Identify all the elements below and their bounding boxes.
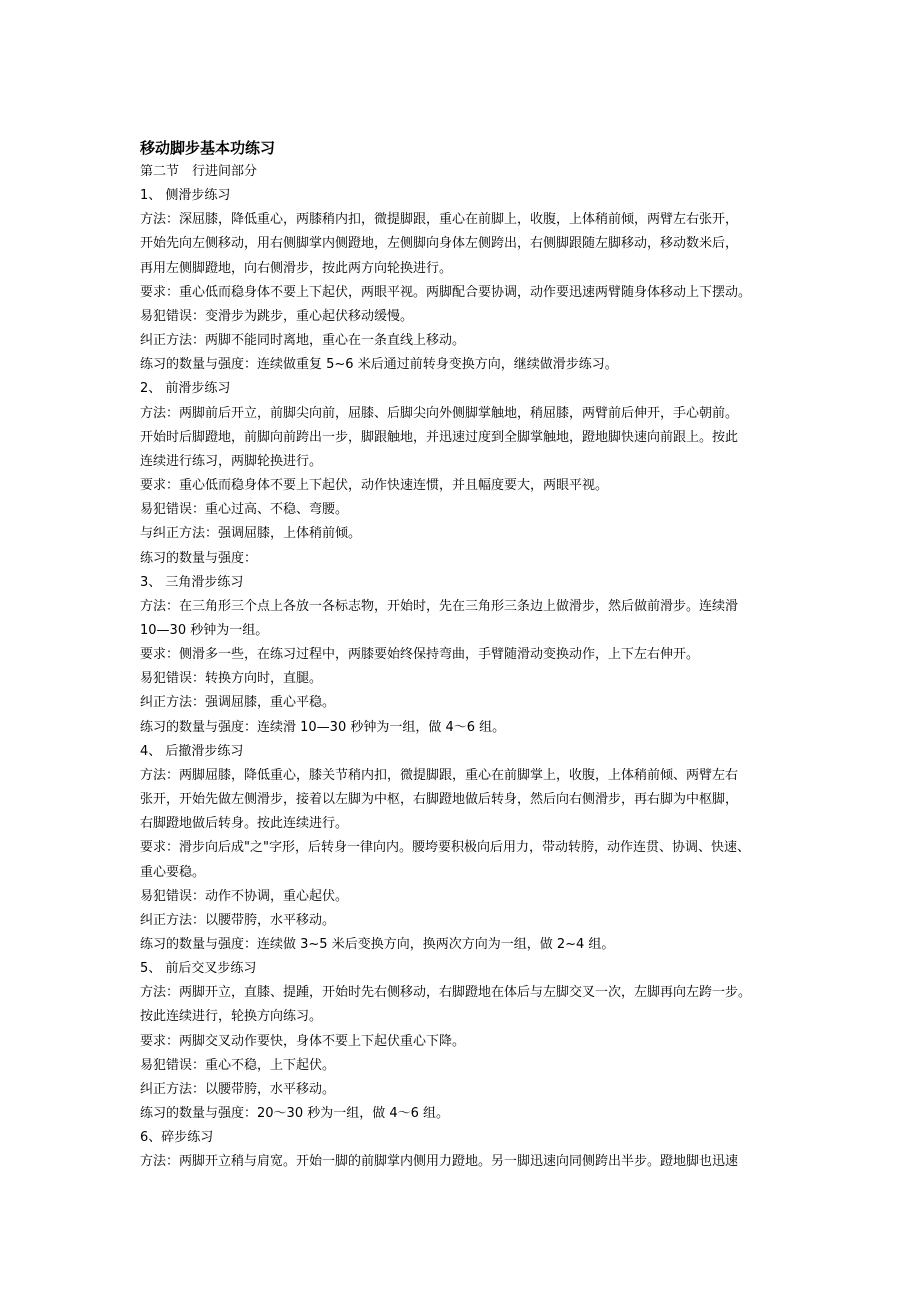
text-line: 右脚蹬地做后转身。按此连续进行。: [140, 816, 349, 832]
document-lines: [140, 160, 800, 1175]
text-line: 易犯错误：转换方向时，直腿。: [140, 671, 323, 687]
text-line: 练习的数量与强度：连续滑 10—30 秒钟为一组，做 4～6 组。: [140, 719, 506, 735]
text-line: 开始先向左侧移动，用右侧脚掌内侧蹬地，左侧脚向身体左侧跨出，右侧脚跟随左脚移动，移动数米后，: [140, 236, 739, 252]
text-line: 要求：重心低而稳身体不要上下起伏，动作快速连惯，并且幅度要大，两眼平视。: [140, 478, 609, 494]
text-line: 按此连续进行，轮换方向练习。: [140, 1009, 323, 1025]
text-line: 开始时后脚蹬地，前脚向前跨出一步，脚跟触地，并迅速过度到全脚掌触地，蹬地脚快速向前跟上。按此: [140, 429, 739, 445]
text-line: 练习的数量与强度：连续做 3~5 米后变换方向，换两次方向为一组，做 2~4 组。: [140, 937, 615, 952]
text-line: 方法：两脚开立稍与肩宽。开始一脚的前脚掌内侧用力蹬地。另一脚迅速向同侧跨出半步。蹬地脚也迅速: [140, 1154, 739, 1170]
text-line: 方法：两脚前后开立，前脚尖向前，屈膝、后脚尖向外侧脚掌触地，稍屈膝，两臂前后伸开，手心朝前。: [140, 405, 739, 421]
text-line: 连续进行练习，两脚轮换进行。: [140, 453, 323, 469]
text-line: 张开，开始先做左侧滑步，接着以左脚为中枢，右脚蹬地做后转身，然后向右侧滑步，再右脚为中枢脚，: [140, 792, 739, 808]
text-line: 练习的数量与强度：20～30 秒为一组，做 4～6 组。: [140, 1106, 450, 1122]
text-line: 1、 侧滑步练习: [140, 188, 231, 204]
text-line: 要求：滑步向后成"之"字形，后转身一律向内。腰垮要积极向后用力，带动转胯，动作连贯、协调、快速、: [140, 840, 750, 856]
text-line: 要求：两脚交叉动作要快，身体不要上下起伏重心下降。: [140, 1033, 466, 1049]
text-line: 易犯错误：变滑步为跳步，重心起伏移动缓慢。: [140, 308, 414, 324]
text-line: 纠正方法：以腰带胯，水平移动。: [140, 1081, 336, 1097]
text-line: 纠正方法：强调屈膝，重心平稳。: [140, 695, 336, 711]
text-line: 方法：在三角形三个点上各放一各标志物，开始时，先在三角形三条边上做滑步，然后做前滑步。连续滑: [140, 598, 739, 614]
text-line: 再用左侧脚蹬地，向右侧滑步，按此两方向轮换进行。: [140, 260, 453, 276]
text-line: 方法：两脚开立，直膝、提踵，开始时先右侧移动，右脚蹬地在体后与左脚交叉一次，左脚再向左跨一步。: [140, 985, 752, 1001]
text-line: 重心要稳。: [140, 864, 206, 880]
text-line: 纠正方法：以腰带胯，水平移动。: [140, 912, 336, 928]
text-line: 2、 前滑步练习: [140, 381, 231, 397]
text-line: 方法：两脚屈膝，降低重心，膝关节稍内扣，微提脚跟，重心在前脚掌上，收腹，上体稍前倾、两臂左右: [140, 767, 739, 783]
text-line: 易犯错误：动作不协调，重心起伏。: [140, 888, 349, 904]
text-line: 纠正方法：两脚不能同时离地，重心在一条直线上移动。: [140, 333, 466, 349]
text-line: 易犯错误：重心不稳，上下起伏。: [140, 1057, 336, 1073]
text-line: 10—30 秒钟为一组。: [140, 622, 269, 638]
text-line: 要求：侧滑多一些，在练习过程中，两膝要始终保持弯曲，手臂随滑动变换动作，上下左右伸开。: [140, 647, 700, 663]
text-line: 第二节 行进间部分: [140, 164, 258, 179]
document-body: [140, 136, 800, 1175]
text-line: 易犯错误：重心过高、不稳、弯腰。: [140, 502, 349, 518]
text-line: 4、 后撤滑步练习: [140, 743, 244, 759]
text-line: 6、碎步练习: [140, 1130, 214, 1146]
text-line: 与纠正方法：强调屈膝，上体稍前倾。: [140, 526, 362, 542]
text-line: 练习的数量与强度：: [140, 550, 258, 566]
text-line: 方法：深屈膝，降低重心，两膝稍内扣，微提脚跟，重心在前脚上，收腹，上体稍前倾，两臂左右张开，: [140, 212, 739, 228]
text-line: 练习的数量与强度：连续做重复 5~6 米后通过前转身变换方向，继续做滑步练习。: [140, 357, 618, 373]
text-line: 3、 三角滑步练习: [140, 574, 244, 590]
text-line: 要求：重心低而稳身体不要上下起伏，两眼平视。两脚配合要协调，动作要迅速两臂随身体移动上下摆动。: [140, 284, 752, 300]
text-line: 5、 前后交叉步练习: [140, 961, 257, 977]
document-title: 移动脚步基本功练习: [140, 139, 276, 157]
